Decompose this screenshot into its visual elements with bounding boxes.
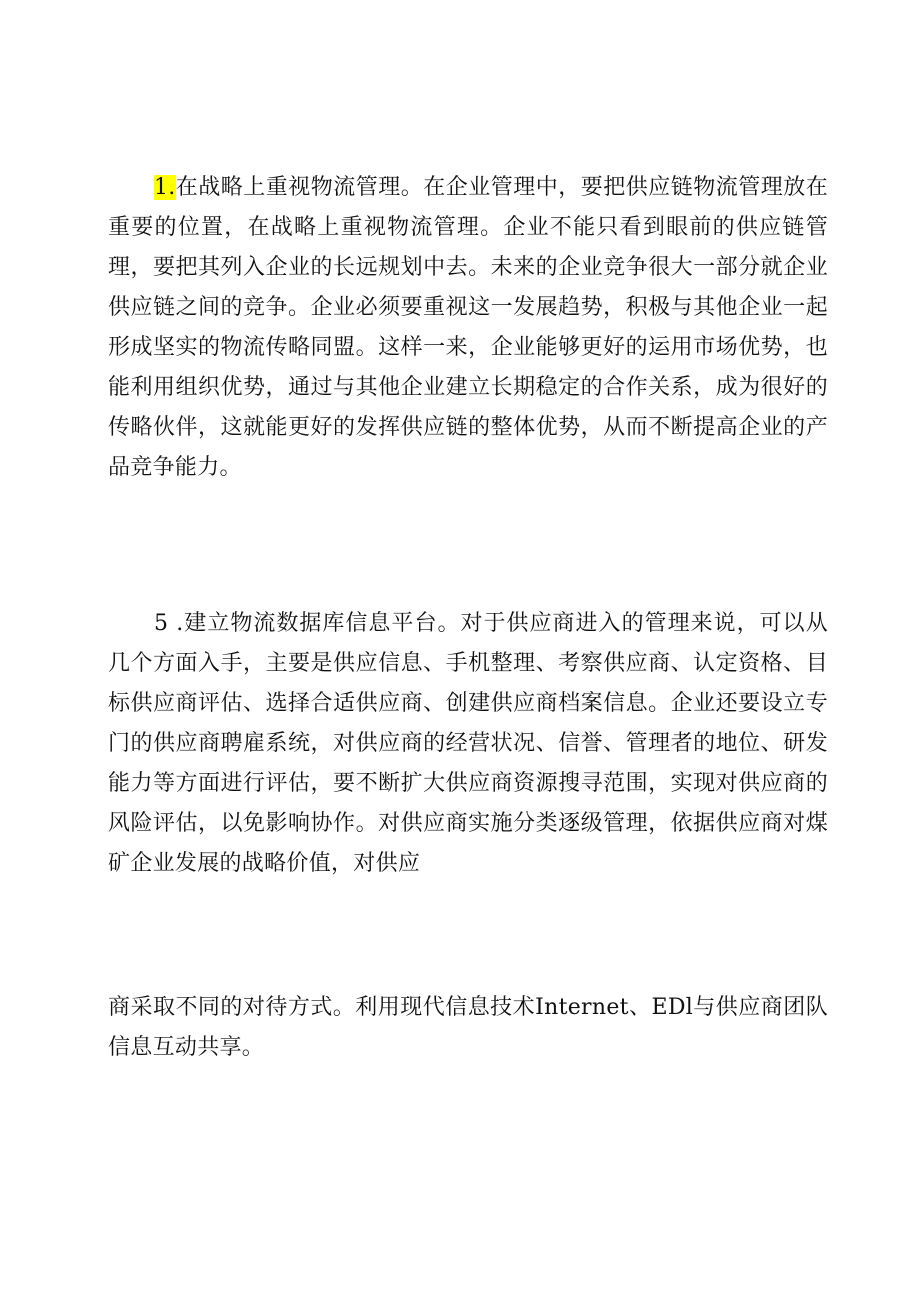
highlighted-number: 1. [154, 175, 176, 200]
paragraph-3: 商采取不同的对待方式。利用现代信息技术Internet、EDl与供应商团队信息互动共享。 [108, 995, 828, 1060]
paragraph-2: 5 .建立物流数据库信息平台。对于供应商进入的管理来说，可以从几个方面入手，主要是供应信息、手机整理、考察供应商、认定资格、目标供应商评估、选择合适供应商、创建供应商档案信息。企业还要设立专门的供应商聘雇系统，对供应商的经营状况、信誉、管理者的地位、研发能力等方面进行评估，要不断扩大供应商资源搜寻范围，实现对供应商的风险评估，以免影响协作。对供应商实施分类逐级管理，依据供应商对煤矿企业发展的战略价值，对供应 [108, 611, 828, 876]
paragraph-1 [108, 168, 828, 488]
paragraph-1-text: 在战略上重视物流管理。在企业管理中，要把供应链物流管理放在重要的位置，在战略上重视物流管理。企业不能只看到眼前的供应链管理，要把其列入企业的长远规划中去。未来的企业竞争很大一部分就企业供应链之间的竞争。企业必须要重视这一发展趋势，积极与其他企业一起形成坚实的物流传略同盟。这样一来，企业能够更好的运用市场优势，也能利用组织优势，通过与其他企业建立长期稳定的合作关系，成为很好的传略伙伴，这就能更好的发挥供应链的整体优势，从而不断提高企业的产品竞争能力。 [108, 175, 828, 480]
